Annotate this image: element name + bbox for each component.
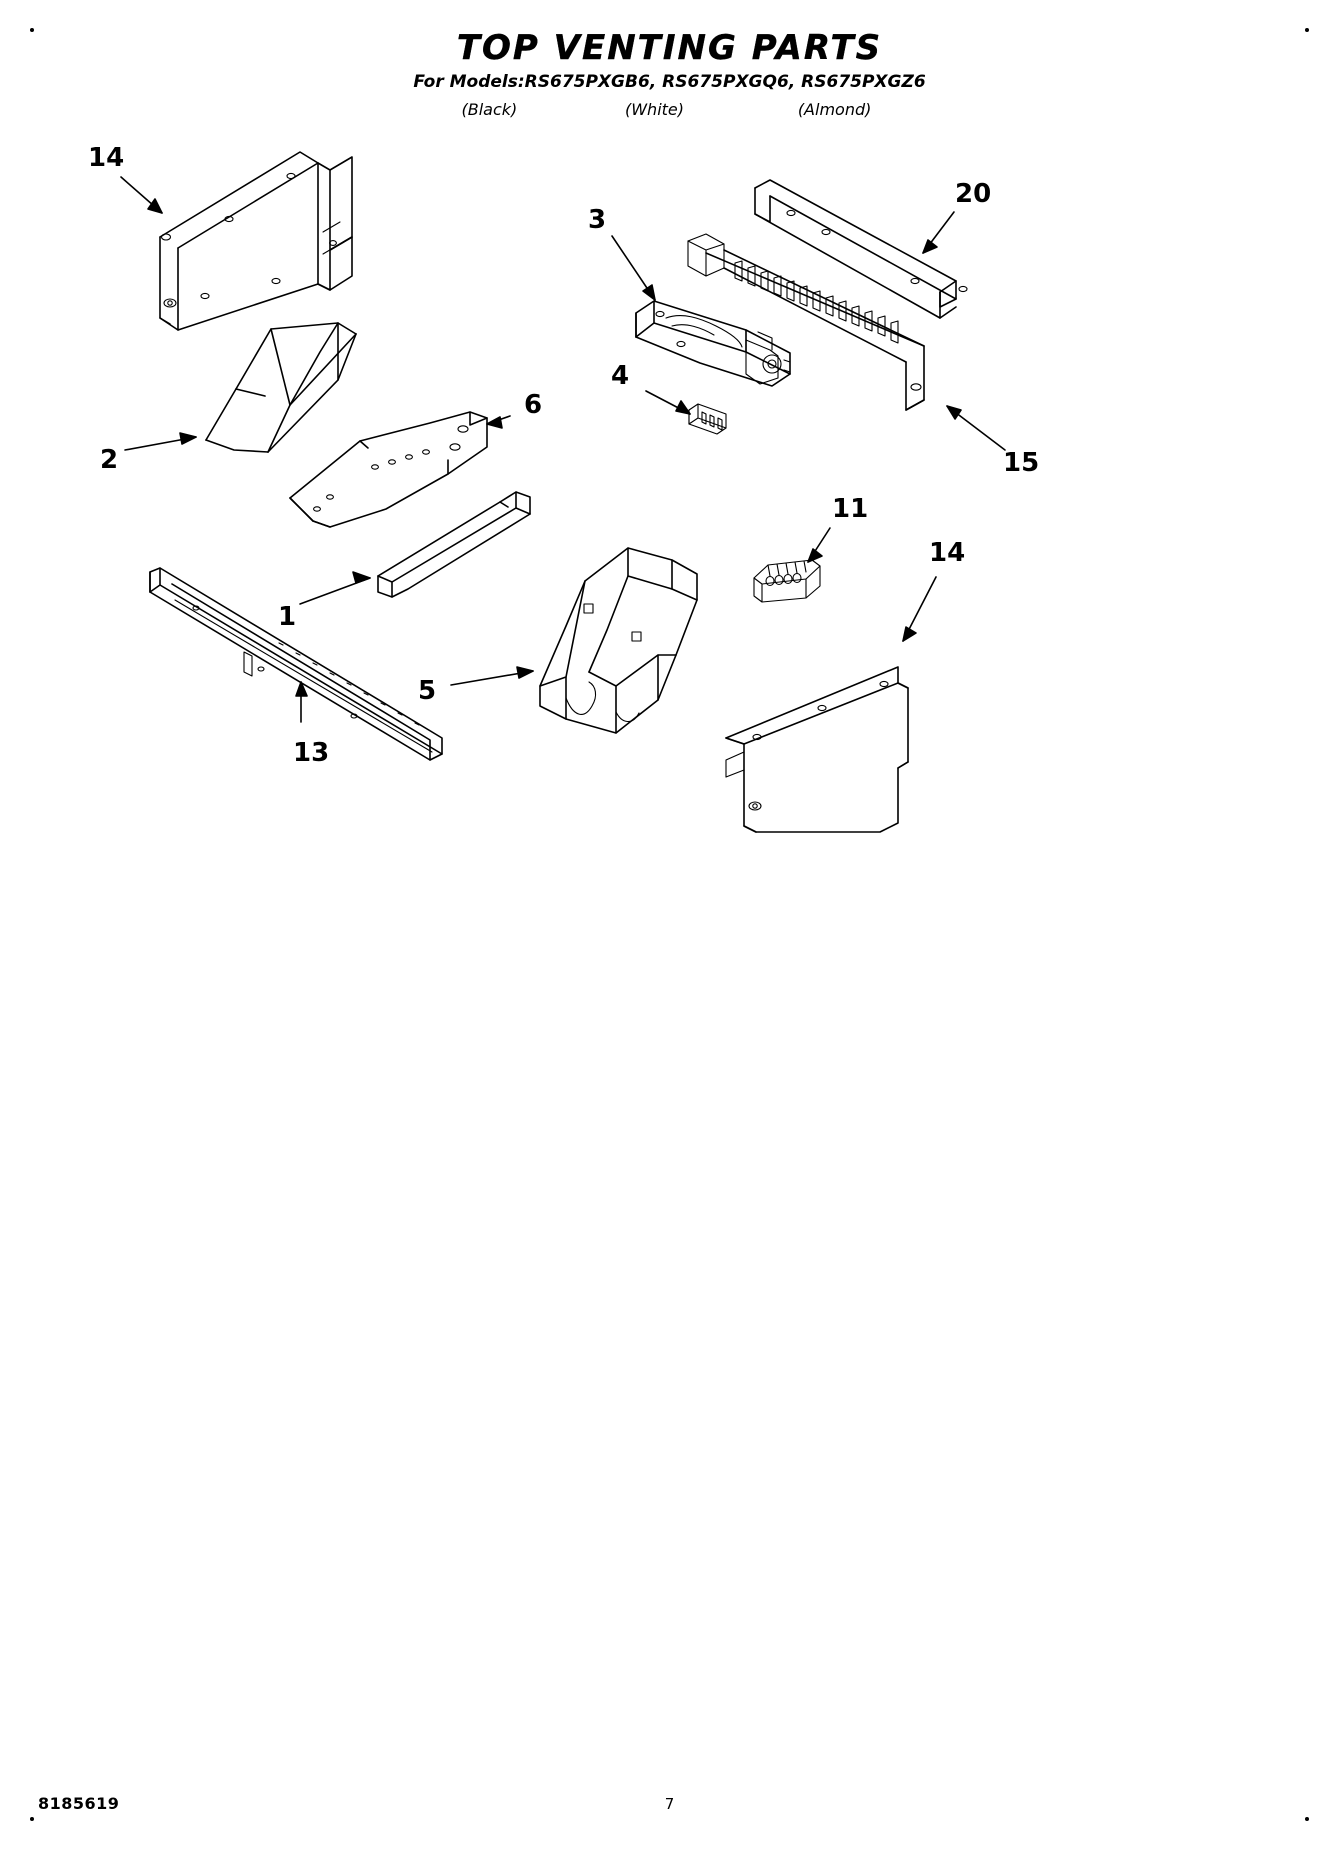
callout-1: 1 (278, 602, 297, 632)
callout-13: 13 (293, 738, 330, 768)
callout-2: 2 (100, 445, 119, 475)
part-13-vent-rail (150, 568, 442, 760)
callout-15: 15 (1003, 448, 1040, 478)
part-4-connector-block (689, 404, 726, 434)
part-5-vent-bracket (540, 548, 697, 733)
footer-page-number: 7 (664, 1795, 675, 1813)
registration-dot-bottom-right (1305, 1817, 1309, 1821)
color-legend (0, 100, 1339, 119)
leader-lines (121, 177, 1005, 722)
part-14-lower-right-panel (726, 667, 908, 832)
color-almond: (Almond) (797, 100, 872, 119)
part-11-terminal-block (754, 560, 820, 602)
part-6-vent-panel (290, 412, 487, 527)
callout-5: 5 (418, 676, 437, 706)
callout-4: 4 (611, 361, 630, 391)
color-black: (Black) (461, 100, 518, 119)
callout-6: 6 (524, 390, 543, 420)
callout-11: 11 (832, 494, 869, 524)
part-1-trim-strip (378, 492, 530, 597)
part-20-louvered-vent-panel (688, 180, 967, 410)
part-3-burner-assembly (636, 301, 790, 386)
registration-dot-bottom-left (30, 1817, 34, 1821)
part-2-vent-cap (206, 323, 356, 452)
callout-20: 20 (955, 179, 992, 209)
color-white: (White) (624, 100, 684, 119)
callout-14-lower-right: 14 (929, 538, 966, 568)
footer-part-number: 8185619 (38, 1794, 120, 1813)
callout-3: 3 (588, 205, 607, 235)
page-title: TOP VENTING PARTS (456, 28, 883, 68)
models-line: For Models:RS675PXGB6, RS675PXGQ6, RS675PXGZ6 (413, 72, 926, 92)
part-14-upper-left-panel (160, 152, 352, 330)
callout-14-upper-left: 14 (88, 143, 125, 173)
